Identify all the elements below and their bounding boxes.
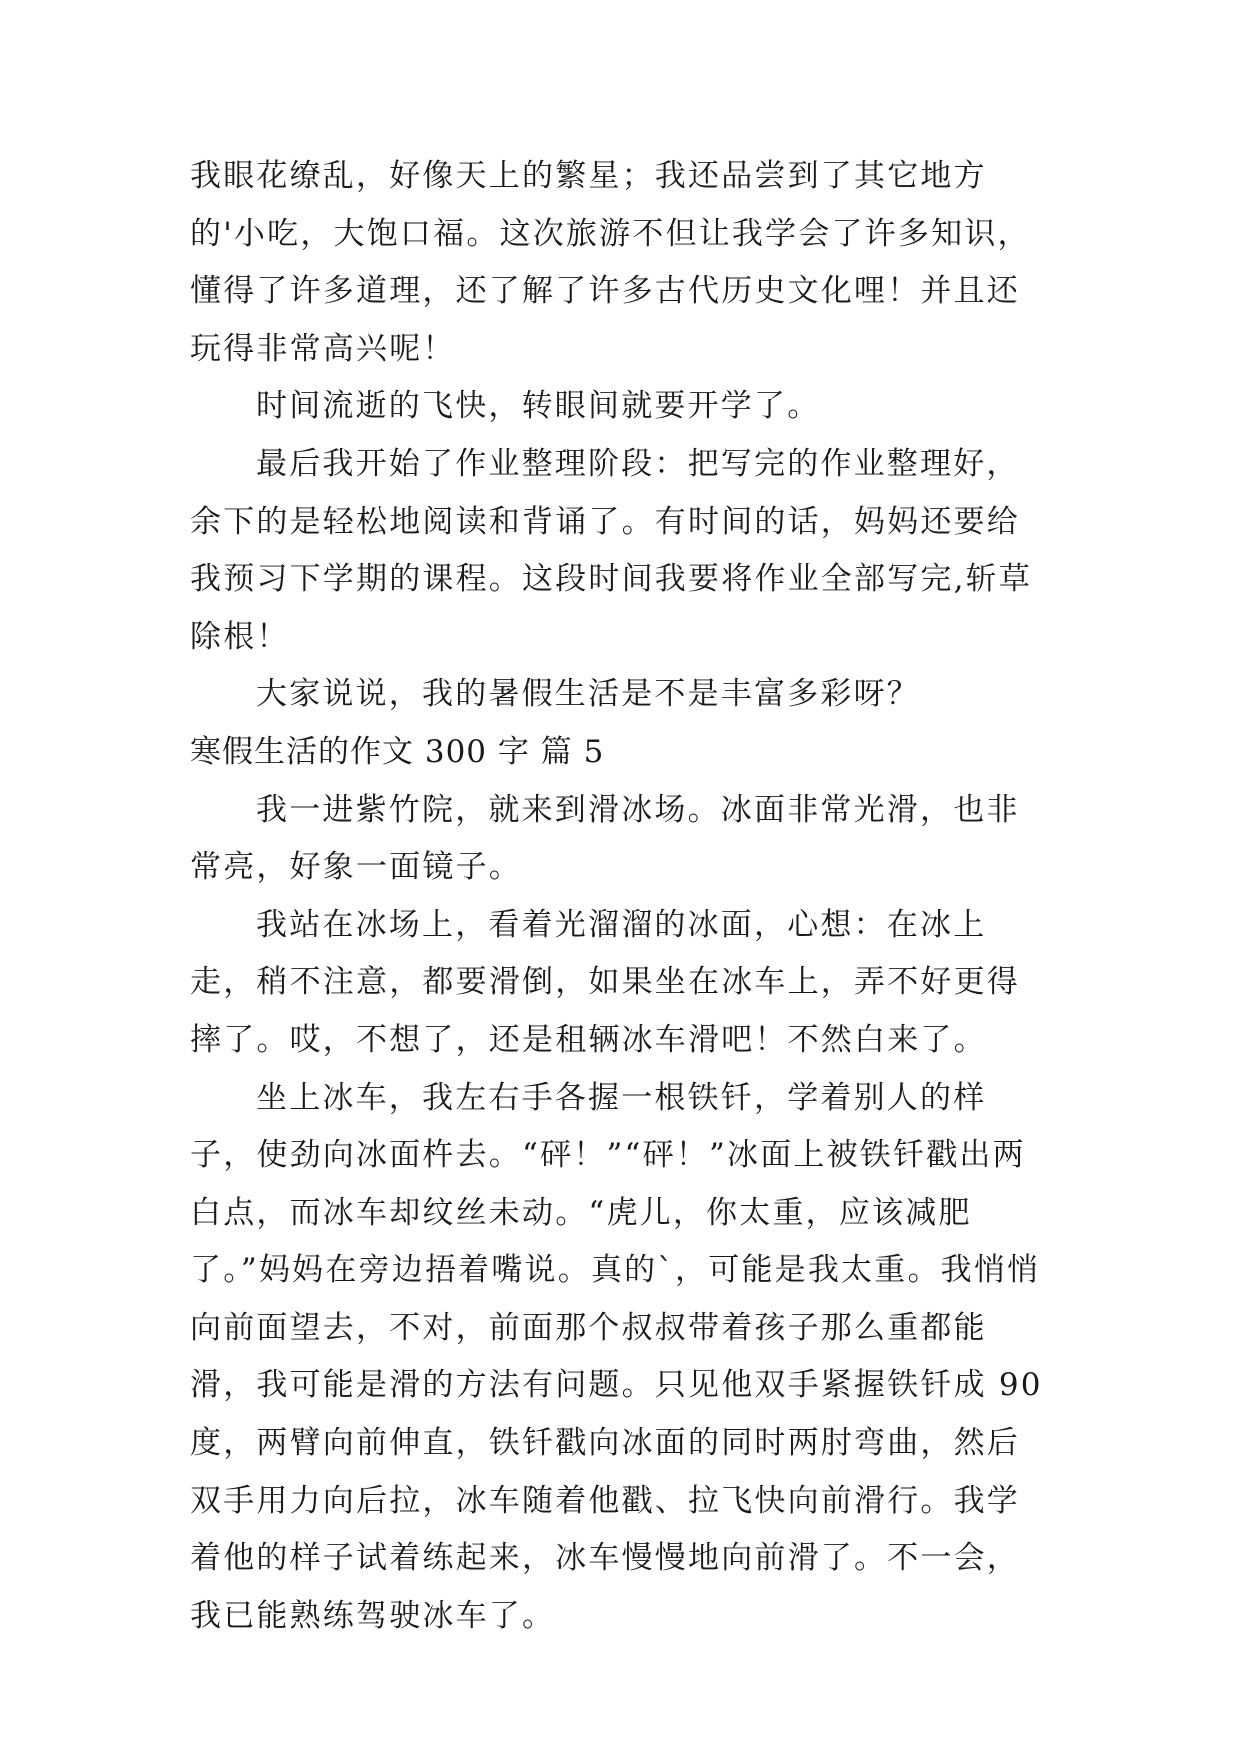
paragraph-4: 大家说说，我的暑假生活是不是丰富多彩呀？	[256, 676, 920, 713]
section-heading: 寒假生活的作文 300 字 篇 5	[190, 733, 605, 770]
paragraph-6: 我站在冰场上，看着光溜溜的冰面，心想：在冰上走，稍不注意，都要滑倒，如果坐在冰车上，弄不好更得摔了。哎，不想了，还是租辆冰车滑吧！不然白来了。	[190, 906, 1020, 1058]
paragraph-3: 最后我开始了作业整理阶段：把写完的作业整理好，余下的是轻松地阅读和背诵了。有时间的话，妈妈还要给我预习下学期的课程。这段时间我要将作业全部写完,斩草除根！	[190, 445, 1033, 655]
paragraph-5: 我一进紫竹院，就来到滑冰场。冰面非常光滑，也非常亮，好象一面镜子。	[190, 791, 1020, 886]
paragraph-1: 我眼花缭乱，好像天上的繁星；我还品尝到了其它地方的'小吃，大饱口福。这次旅游不但让我学会了许多知识，懂得了许多道理，还了解了许多古代历史文化哩！并且还玩得非常高兴呢！	[190, 158, 1031, 367]
paragraph-7: 坐上冰车，我左右手各握一根铁钎，学着别人的样子，使劲向冰面杵去。“砰！”“砰！”冰面上被铁钎戳出两白点，而冰车却纹丝未动。“虎儿，你太重，应该减肥了。”妈妈在旁边捂着嘴说。真的`，可能是我太重。我悄悄向前面望去，不对，前面那个叔叔带着孩子那么重都能滑，我可能是滑的方法有问题。只见他双手紧握铁钎成 90 度，两臂向前伸直，铁钎戳向冰面的同时两肘弯曲，然后双手用力向后拉，冰车随着他戳、拉飞快向前滑行。我学着他的样子试着练起来，冰车慢慢地向前滑了。不一会，我已能熟练驾驶冰车了。	[190, 1079, 1043, 1634]
paragraph-2: 时间流逝的飞快，转眼间就要开学了。	[256, 388, 821, 425]
document-body	[190, 148, 1050, 1645]
